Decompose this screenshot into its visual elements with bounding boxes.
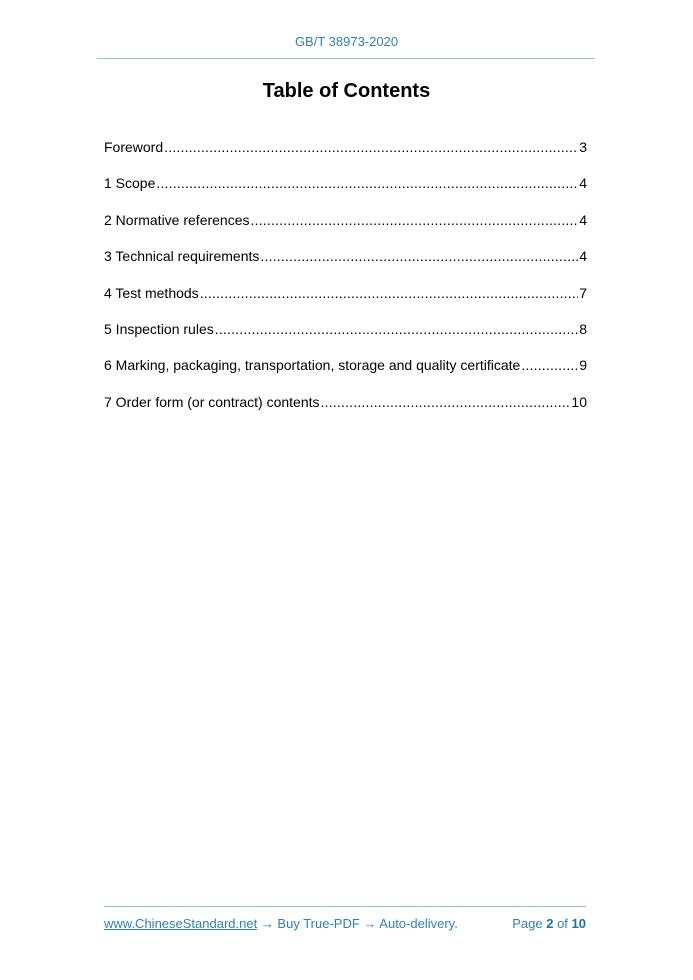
toc-dot-leader — [156, 174, 578, 192]
toc-dot-leader — [164, 138, 578, 156]
toc-entry-label: 7 Order form (or contract) contents — [104, 393, 320, 410]
toc-entry-page: 9 — [579, 357, 587, 374]
toc-entry-page: 7 — [579, 284, 587, 301]
toc-entry-label: 1 Scope — [104, 175, 156, 192]
toc-entry-page: 8 — [579, 320, 587, 337]
toc-entry-order-form[interactable] — [104, 393, 587, 429]
toc-dot-leader — [200, 284, 579, 302]
footer-promo-text: → Buy True-PDF → Auto-delivery. — [257, 916, 458, 931]
toc-entry-label: 3 Technical requirements — [104, 248, 260, 265]
toc-entry-label: 5 Inspection rules — [104, 320, 214, 337]
toc-entry-inspection-rules[interactable] — [104, 320, 587, 356]
footer-promo — [104, 916, 458, 931]
toc-dot-leader — [521, 356, 578, 374]
footer-divider — [104, 906, 586, 907]
page-total: 10 — [571, 916, 586, 931]
page-indicator — [512, 916, 586, 931]
website-link[interactable]: www.ChineseStandard.net — [104, 916, 258, 931]
toc-entry-test-methods[interactable] — [104, 284, 587, 320]
toc-dot-leader — [215, 320, 578, 338]
page-footer — [104, 916, 586, 931]
page-prefix: Page — [512, 916, 547, 931]
toc-entry-scope[interactable] — [104, 174, 587, 210]
toc-entry-marking-packaging[interactable] — [104, 356, 587, 392]
toc-entry-page: 4 — [579, 211, 587, 228]
toc-entry-label: 6 Marking, packaging, transportation, storage and quality certificate — [104, 357, 521, 374]
toc-entry-foreword[interactable] — [104, 138, 587, 174]
toc-list — [104, 138, 587, 429]
toc-entry-technical-requirements[interactable] — [104, 247, 587, 283]
toc-entry-normative-references[interactable] — [104, 211, 587, 247]
toc-dot-leader — [321, 393, 571, 411]
toc-entry-label: 4 Test methods — [104, 284, 199, 301]
toc-entry-page: 10 — [571, 393, 587, 410]
page-current: 2 — [546, 916, 554, 931]
page-of: of — [553, 916, 572, 931]
toc-dot-leader — [260, 247, 578, 265]
document-code-header: GB/T 38973-2020 — [294, 34, 399, 49]
toc-entry-label: 2 Normative references — [104, 211, 250, 228]
header-divider — [97, 58, 595, 59]
toc-dot-leader — [251, 211, 579, 229]
toc-entry-page: 4 — [579, 248, 587, 265]
page-title: Table of Contents — [262, 80, 431, 102]
toc-entry-label: Foreword — [104, 139, 164, 155]
toc-entry-page: 3 — [579, 139, 587, 155]
toc-entry-page: 4 — [579, 175, 587, 192]
